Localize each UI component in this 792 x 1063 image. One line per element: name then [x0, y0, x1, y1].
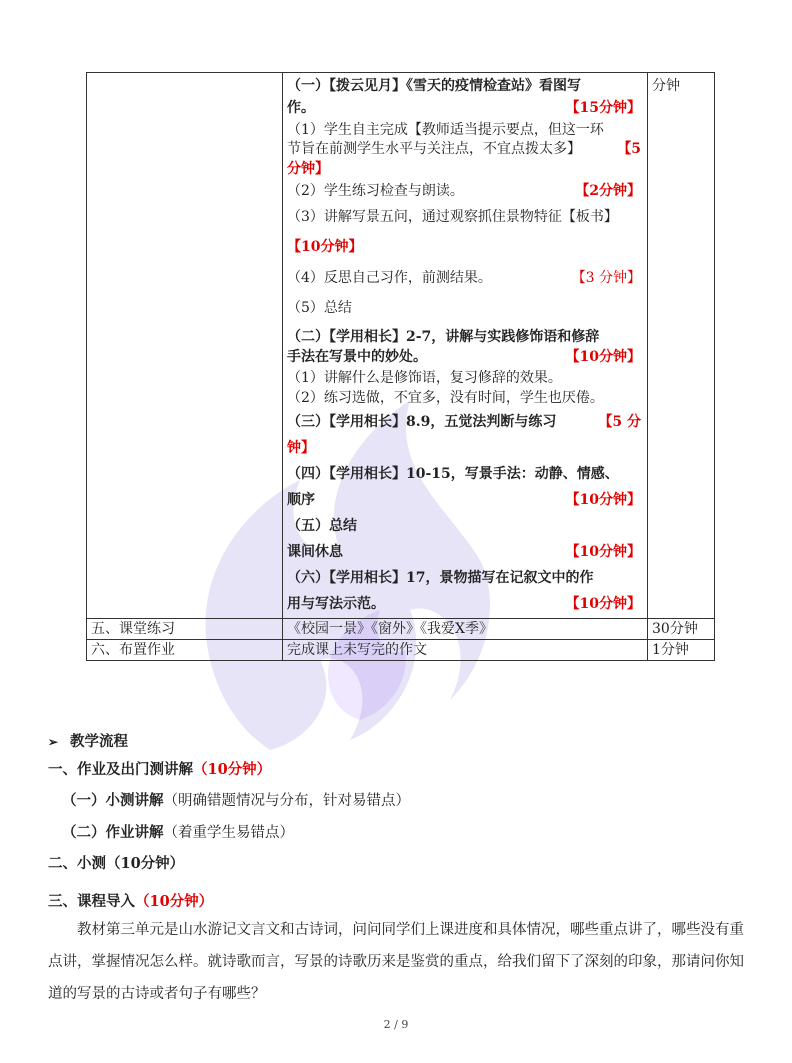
section-3-label: 三、课程导入 [48, 893, 135, 910]
step-cell: 六、布置作业 [87, 640, 283, 661]
activity-line: （1）学生自主完成【教师适当提示要点，但这一环 [287, 122, 604, 138]
activity-line: （5）总结 [287, 300, 352, 316]
section-1-label: 一、作业及出门测讲解 [48, 761, 193, 778]
time-cell: 分钟 [648, 73, 715, 619]
activity-line: （2）学生练习检查与朗读。 【2分钟】 [287, 183, 641, 199]
section-2-title: 二、小测（10分钟） [48, 855, 185, 872]
activity-line: 钟】 [287, 440, 315, 456]
table-row [87, 640, 715, 661]
section-3-title [48, 891, 744, 913]
activity-line: （六）【学用相长】17，景物描写在记叙文中的作 [287, 570, 594, 586]
activity-line: 【10分钟】 [287, 239, 363, 255]
section-1-time: （10分钟） [193, 761, 272, 778]
activity-line: 课间休息 【10分钟】 [287, 544, 641, 560]
activity-line: （2）练习选做，不宜多，没有时间，学生也厌倦。 [287, 390, 604, 406]
activity-line: （五）总结 [287, 518, 357, 534]
heading-text: 教学流程 [70, 733, 128, 750]
activity-line: 顺序 【10分钟】 [287, 492, 641, 508]
content-cell: 完成课上未写完的作文 [283, 640, 648, 661]
activity-line: 作。 【15分钟】 [287, 100, 641, 116]
table-row [87, 619, 715, 640]
section-1-title [48, 759, 744, 781]
time-cell: 1分钟 [648, 640, 715, 661]
lesson-plan-table [86, 72, 715, 661]
subsection-1a [62, 790, 744, 812]
intro-paragraph: 教材第三单元是山水游记文言文和古诗词，问问同学们上课进度和具体情况，哪些重点讲了，哪些没有重点讲，掌握情况怎么样。就诗歌而言，写景的诗歌历来是鉴赏的重点，给我们留下了深刻的印象，那请问你知道的写景的古诗或者句子有哪些？ [48, 922, 744, 1002]
activity-line: （四）【学用相长】10-15，写景手法：动静、情感、 [287, 466, 619, 482]
activity-line: （三）【学用相长】8.9，五觉法判断与练习 【5 分 [287, 414, 641, 430]
subsection-1b [62, 822, 744, 844]
subsection-1a-note: （明确错题情况与分布，针对易错点） [163, 793, 410, 809]
activity-line: 用与写法示范。 【10分钟】 [287, 596, 641, 612]
activity-line: （3）讲解写景五问，通过观察抓住景物特征【板书】 [287, 209, 618, 225]
subsection-1b-label: （二）作业讲解 [62, 824, 164, 841]
time-cell: 30分钟 [648, 619, 715, 640]
activity-line: （一）【拨云见月】《雪天的疫情检查站》看图写 [287, 78, 581, 94]
table-row [87, 73, 715, 619]
section-heading [48, 731, 744, 753]
activity-line: 分钟】 [287, 161, 329, 177]
activity-line: 手法在写景中的妙处。 【10分钟】 [287, 349, 641, 365]
activity-line: （二）【学用相长】2-7，讲解与实践修饰语和修辞 [287, 329, 600, 345]
activity-cell [283, 73, 648, 619]
activity-line: 节旨在前测学生水平与关注点，不宜点拨太多】 【5 [287, 141, 641, 157]
section-3-time: （10分钟） [135, 893, 214, 910]
activity-line: （4）反思自己习作，前测结果。 【3 分钟】 [287, 270, 641, 286]
empty-step-cell [87, 73, 283, 619]
step-cell: 五、课堂练习 [87, 619, 283, 640]
subsection-1b-note: （着重学生易错点） [163, 825, 294, 841]
subsection-1a-label: （一）小测讲解 [62, 792, 164, 809]
activity-line: （1）讲解什么是修饰语，复习修辞的效果。 [287, 370, 562, 386]
content-cell: 《校园一景》《窗外》《我爱X季》 [283, 619, 648, 640]
page-number: 2 / 9 [383, 1018, 409, 1031]
arrow-bullet-icon: ➢ [48, 735, 59, 749]
